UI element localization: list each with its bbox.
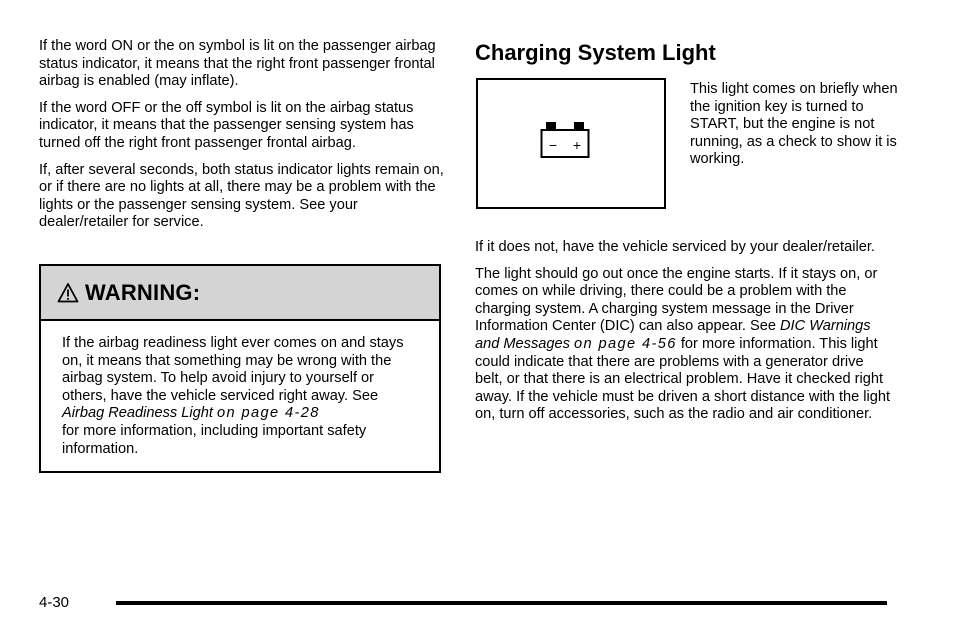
battery-plus-sign: + (572, 137, 582, 153)
page-number: 4-30 (39, 594, 70, 611)
dic-warnings-page-ref[interactable]: on page 4‑56 (573, 335, 677, 352)
airbag-lights-problem-paragraph: If, after several seconds, both status indicator lights remain on, or if there are no lights at all, there may be a problem with the lights or the passenger sensing system. See your dealer/retailer for service. (39, 161, 444, 231)
dic-warnings-link[interactable]: DIC Warnings and Messages (475, 318, 871, 352)
left-column (39, 38, 449, 241)
warning-triangle-icon (57, 282, 79, 304)
warning-title: WARNING: (85, 279, 201, 305)
airbag-readiness-link[interactable]: Airbag Readiness Light (62, 405, 213, 422)
airbag-readiness-page-ref[interactable]: on page 4‑28 (216, 405, 320, 422)
airbag-off-paragraph: If the word OFF or the off symbol is lit on the airbag status indicator, it means that the passenger sensing system has turned off the right front passenger frontal airbag. (39, 99, 414, 151)
charging-paragraph-2: The light should go out once the engine starts. If it stays on, or comes on while driving, there could be a problem with the charging system. A charging system message in the Driver Information Center (DIC) can also appear. See DIC Warnings and Messages on page 4‑56 for more information. This light could indicate that there are problems with a generator drive belt, or that there is an electrical problem. Have it checked right away. If the vehicle must be driven a short distance with the light on, turn off accessories, such as the radio and air conditioner. (475, 265, 891, 423)
warning-header (41, 266, 439, 321)
warning-text-end: for more information, including important safety information. (62, 422, 367, 457)
battery-icon (540, 120, 590, 160)
section-title: Charging System Light (475, 40, 716, 65)
warning-box (39, 264, 441, 473)
charging-main-text (475, 239, 895, 433)
battery-minus-sign: − (548, 137, 558, 153)
charging-paragraph-1: If it does not, have the vehicle serviced by your dealer/retailer. (475, 239, 875, 255)
charging-light-illustration (476, 78, 666, 209)
airbag-on-paragraph: If the word ON or the on symbol is lit on the passenger airbag status indicator, it means that the right front passenger frontal airbag is enabled (may inflate). (39, 38, 436, 90)
warning-text: If the airbag readiness light ever comes on and stays on, it means that something may be wrong with the airbag system. To help avoid injury to yourself or others, have the vehicle serviced right away. See (62, 335, 404, 404)
footer-rule (116, 601, 887, 605)
charging-light-description: This light comes on briefly when the ignition key is turned to START, but the engine is not running, as a check to show it is working. (690, 81, 898, 168)
warning-body (41, 321, 439, 458)
